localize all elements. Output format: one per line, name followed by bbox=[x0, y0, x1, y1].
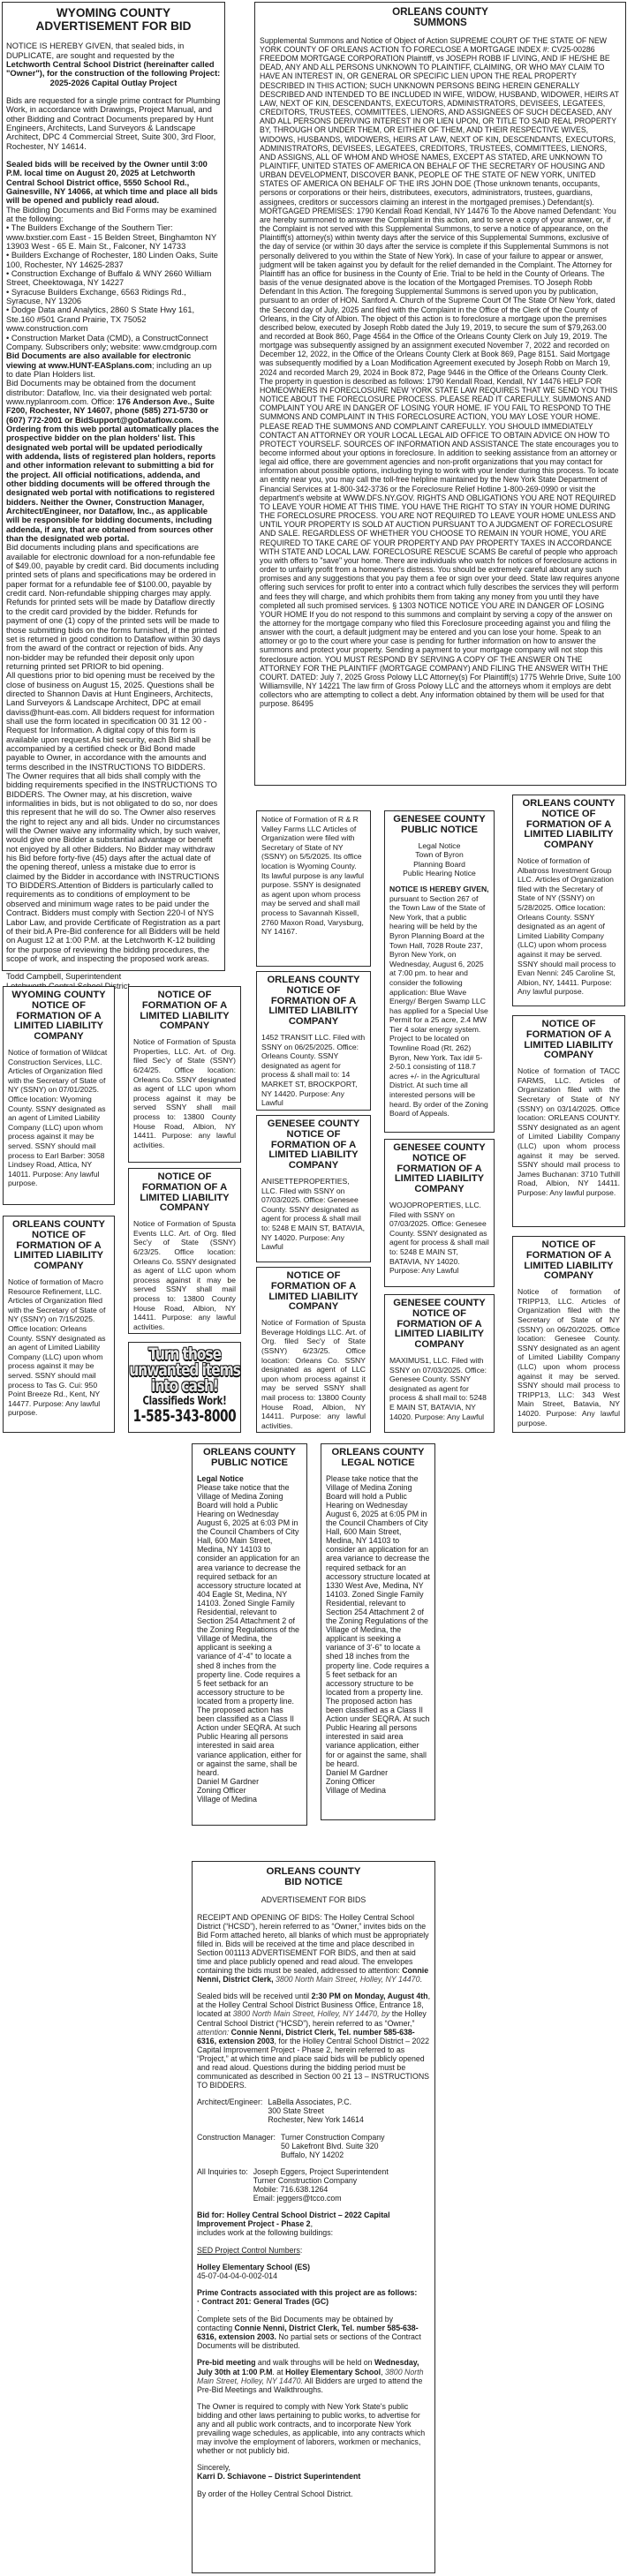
paragraph: Notice of formation of TACC FARMS, LLC. Articles of Organization filed with the Secretary of State of NY (SSNY) on 03/14/2025. Office location: ORLEANS COUNTY. SSNY designated as an agent of Limited Liability Company (LLC) upon whom process against it may be served. SSNY should mail process to James Buchanan: 3710 Tuthill Road, Albion, NY 14411. Purpose: Any lawful purpose. bbox=[517, 1066, 620, 1197]
contact-line: Joseph Eggers, Project Superintendent bbox=[253, 2166, 389, 2176]
orleans-county-llc-notice-albatross bbox=[512, 795, 625, 1006]
notice-section bbox=[517, 1287, 620, 1427]
notice-title-line: FORMATION OF A bbox=[270, 995, 357, 1006]
genesee-county-llc-notice-maximus bbox=[384, 1294, 495, 1433]
notice-title bbox=[389, 815, 489, 836]
notice-section bbox=[197, 2098, 430, 2124]
notice-title-line: FORMATION OF A bbox=[525, 818, 612, 830]
notice-section bbox=[197, 2211, 430, 2237]
paragraph: • Dodge Data and Analytics, 2860 S State Hwy 161, Ste.160 #501 Grand Prairie, TX 75052 www.construction.com bbox=[6, 305, 195, 334]
notice-title-line: NOTICE OF bbox=[541, 1019, 596, 1029]
text-run: Town of Byron bbox=[415, 850, 464, 860]
text-run: 3800 North Main Street, Holley, NY 14470, by bbox=[232, 2009, 390, 2019]
notice-title-line: LIMITED LIABILITY bbox=[140, 1192, 230, 1203]
contact-lines bbox=[262, 2098, 430, 2124]
text-run: · Contract 201: General Trades (GC) bbox=[197, 2296, 329, 2306]
text-run: Legal Notice bbox=[418, 840, 461, 850]
text-run: pursuant to Section 267 of the Town Law of the State of New York, that a public hearing will be held by the Byron Planning Board at the Town Hall, 7028 Route 237, Byron New York, on Wednesday, August 6, 2025 at 7:00 pm. to hear and consider the following application: Blue Wave Energy/ Bergen Swamp LLC has applied for a Special Use Permit for a 25 acre, 2.4 MW Tier 4 solar energy system. Project to be located on Townline Road (Rt. 262) Byron, New York. Tax id# 5-2-50.1 consisting of 118.7 acres +/- in the Agricultural District. At such time all interested persons will be heard. By order of the Zoning Board of Appeals. bbox=[389, 893, 488, 1119]
notice-title-line: COMPANY bbox=[288, 1301, 339, 1313]
paragraph: Zoning Officer bbox=[197, 1785, 246, 1795]
contact-label: All Inquiries to: bbox=[197, 2166, 248, 2176]
text-run: Pre-bid meeting bbox=[197, 2358, 256, 2368]
notice-title bbox=[326, 1448, 430, 1469]
paragraph bbox=[197, 2288, 430, 2297]
notice-title-line: LIMITED LIABILITY bbox=[524, 829, 614, 840]
notice-section bbox=[261, 1318, 366, 1430]
notice-title-line: ORLEANS COUNTY bbox=[11, 1219, 106, 1230]
notice-title-line: LIMITED LIABILITY bbox=[268, 1149, 359, 1161]
paragraph bbox=[197, 2211, 430, 2228]
paragraph: · bbox=[197, 2305, 200, 2315]
notice-title bbox=[389, 1143, 489, 1195]
contact-entry bbox=[197, 2167, 430, 2203]
notice-title-line: NOTICE OF bbox=[286, 984, 341, 996]
paragraph: Village of Medina bbox=[326, 1785, 386, 1795]
text-run: NOTICE IS HEREBY GIVEN, that sealed bids, in DUPLICATE, are sought and requested by the bbox=[6, 41, 185, 60]
notice-title-line: PUBLIC NOTICE bbox=[210, 1457, 288, 1468]
notice-title-line: WYOMING COUNTY bbox=[11, 990, 106, 1000]
notice-title-line: COMPANY bbox=[543, 840, 594, 851]
notice-title-line: COMPANY bbox=[34, 1261, 84, 1272]
notice-title-line: NOTICE OF bbox=[157, 1171, 212, 1182]
notice-title-line: FORMATION OF A bbox=[525, 1249, 612, 1261]
notice-title-line: COMPANY bbox=[159, 1202, 210, 1214]
notice-title-line: NOTICE OF bbox=[412, 1307, 466, 1319]
paragraph: Bids are requested for a single prime contract for Plumbing Work, in accordance with Drawings, Project Manual, and other Bidding and Contract Documents prepared by Hunt Engineers, Architects, Land Surveyors & Landscape Architect, DPC 4 Commercial Street, Suite 300, 3rd Floor, Rochester, NY 14614. bbox=[6, 95, 221, 151]
notice-title-line: FORMATION OF A bbox=[397, 1163, 482, 1174]
classifieds-advertisement bbox=[128, 1342, 241, 1433]
notice-title-line: SUMMONS bbox=[413, 17, 467, 29]
paragraph bbox=[197, 2472, 430, 2481]
text-run: Holley Elementary School (ES) bbox=[197, 2262, 311, 2271]
text-run: and walk throughs will be held on bbox=[255, 2358, 374, 2368]
paragraph: ANISETTEPROPERTIES, LLC. Filed with SSNY on 07/03/2025. Office: Genesee County. SSNY designated as agent for process & shall mail to: 5248 E MAIN ST, BATAVIA, NY 14020. Purpose: Any Lawful bbox=[261, 1176, 366, 1252]
notice-title-line: NOTICE OF bbox=[541, 1239, 596, 1250]
paragraph: Notice of formation of TRIPP13, LLC. Articles of Organization filed with the Secretary of State of NY (SSNY) on 06/20/2025. Office location: Genesee County. SSNY designated as an agent of Limited Liability Company (LLC) upon whom process against it may be served. SSNY should mail process to TRIPP13, LLC: 343 West Main Street, Batavia, NY 14020. Purpose: Any lawful purpose. bbox=[517, 1287, 620, 1427]
text-run: Complete sets of the Bid Documents may be obtained by contacting bbox=[197, 2315, 393, 2333]
paragraph: Todd Campbell, Superintendent bbox=[6, 972, 122, 982]
orleans-county-public-notice bbox=[192, 1443, 307, 1826]
text-run: SED Project Control Numbers bbox=[197, 2245, 300, 2255]
paragraph: 45-07-04-04-0-002-014 bbox=[197, 2271, 277, 2280]
text-run: . bbox=[419, 1975, 422, 1985]
ad-tagline: Classifieds Work! bbox=[142, 1395, 227, 1408]
paragraph: • The Builders Exchange of the Southern Tier: www.bxstier.com East - 15 Belden Street, Binghamton NY 13903 West - 65 E. Main St., Falconer, NY 14733 bbox=[6, 223, 217, 252]
text-run: . at bbox=[272, 2367, 286, 2376]
contact-lines bbox=[276, 2133, 430, 2159]
notice-title-line: NOTICE OF bbox=[32, 1229, 86, 1240]
contact-line: 50 Lakefront Blvd. Suite 320 bbox=[281, 2141, 379, 2150]
text-run: 3800 North Main Street, Holley, NY 14470 bbox=[273, 1975, 420, 1985]
text-run: 176 Anderson Ave., Suite F200, Rochester, NY 14607, phone (585) 271-5730 or (607) 772-2001 or BidSupport@goDataflow.com. Ordering from this web portal automatically places the prospective bidder on the plan holders' list. This designated web portal will be updated periodically with addenda, lists of registered plan holders, reports and other information relevant to submitting a bid for the project. All official notifications, addenda, and other bidding documents will be offered through the designated web portal with notifications to registered bidders. Neither the Owner, Construction Manager, Architect/Engineer, nor Dataflow, Inc., as applicable will be responsible for bidding documents, including addenda, if any, that are obtained from sources other than the designated web portal. bbox=[6, 396, 219, 544]
paragraph bbox=[197, 2358, 430, 2393]
notice-title bbox=[261, 975, 366, 1028]
paragraph: Notice of formation of Macro Resource Refinement, LLC. Articles of Organization filed with the Secretary of State of NY (SSNY) on 7/15/2025. Office location: Orleans County. SSNY designated as an agent of Limited Liability Company (LLC) upon whom process against it may be served. SSNY should mail process to Tas G. Cui: 950 Point Breeze Rd., Kent, NY 14477. Purpose: Any lawful purpose. bbox=[8, 1277, 106, 1418]
notice-title-line: FORMATION OF A bbox=[270, 1280, 357, 1292]
notice-title-line: ADVERTISEMENT FOR BID bbox=[35, 19, 192, 33]
llc-notice-spusta-events bbox=[128, 1168, 241, 1334]
paragraph: Village of Medina bbox=[197, 1794, 257, 1804]
notice-title-line: COMPANY bbox=[34, 1031, 84, 1043]
notice-section bbox=[8, 1048, 110, 1188]
notice-section bbox=[197, 2288, 430, 2351]
ad-headline-line: unwanted items bbox=[129, 1360, 240, 1380]
paragraph: Refunds for printed sets will be made by Dataflow directly to the credit card provided by the bidder. Refunds for payment of one (1) copy of the printed sets will be made to those submitting bids on the forms furnished, if the printed set is returned in good condition to Dataflow within 30 days from the award of the contract or rejection of bids. Any non-bidder may be refunded their deposit only upon returning printed set PRIOR to bid opening. bbox=[6, 598, 221, 671]
text-run: ADVERTISEMENT FOR BIDS bbox=[261, 1895, 366, 1905]
paragraph: • Construction Market Data (CMD), a ConstructConnect Company. Subscribers only; website: www.cmdgroup.com bbox=[6, 333, 217, 351]
contact-line: Turner Construction Company bbox=[253, 2175, 358, 2185]
text-run: No partial sets or sections of the Contract Documents will be distributed. bbox=[197, 2332, 421, 2351]
text-run: Holley Elementary School bbox=[285, 2367, 381, 2376]
contact-line: LaBella Associates, P.C. bbox=[268, 2098, 352, 2107]
notice-title-line: NOTICE OF bbox=[32, 999, 86, 1011]
notice-title-line: ORLEANS COUNTY bbox=[331, 1447, 425, 1457]
notice-title-line: FORMATION OF A bbox=[16, 1239, 102, 1251]
notice-title-line: NOTICE OF bbox=[286, 1270, 341, 1281]
notice-title bbox=[8, 1220, 110, 1272]
paragraph: includes work at the following buildings: bbox=[197, 2228, 334, 2238]
paragraph: • Syracuse Builders Exchange, 6563 Ridings Rd., Syracuse, NY 13206 bbox=[6, 287, 186, 306]
notice-section bbox=[133, 1037, 236, 1149]
paragraph: The Bidding Documents and Bid Forms may be examined at the following: bbox=[6, 205, 217, 224]
paragraph: Notice of formation of Wildcat Construction Services, LLC. Articles of Organization filed with the Secretary of State of NY (SSNY) on 07/01/2025. Office location: Wyoming County. SSNY designated as an agent of Limited Liability Company (LLC) upon whom process against it may be served. SSNY should mail process to Earl Barber: 3058 Lindsey Road, Attica, NY 14011. Purpose: Any lawful purpose. bbox=[8, 1047, 108, 1188]
text-run: Sealed bids will be received by the Owner until 3:00 P.M. local time on August 20, 2025 at Letchworth Central School District office, 5550 School Rd., Gainesville, NY 14066, at which time and place all bids will be opened and publicly read aloud. bbox=[6, 159, 218, 206]
notice-title-line: NOTICE OF bbox=[286, 1128, 341, 1140]
contact-entry bbox=[197, 2133, 430, 2159]
paragraph: District bbox=[104, 981, 131, 990]
text-run: Legal Notice bbox=[197, 1473, 244, 1483]
notice-title bbox=[133, 990, 236, 1032]
paragraph: Notice of Formation of Spusta Events LLC. Art. of Org. filed Sec'y of State (SSNY) 6/23/25. Office location: Orleans Co. SSNY designated as agent of LLC upon whom process against it may be served SSNY shall mail process to: 13800 County House Road, Albion, NY 14411. Purpose: any lawful activities. bbox=[133, 1219, 236, 1331]
centered-line bbox=[197, 1895, 430, 1904]
text-run: Connie Nenni, District Clerk, Tel. number 585-638-6316, extension 2003. bbox=[197, 2324, 419, 2342]
text-run: Karri D. Schiavone – District Superintendent bbox=[197, 2472, 361, 2482]
notice-title-line: LIMITED LIABILITY bbox=[394, 1329, 485, 1340]
notice-title-line: ORLEANS COUNTY bbox=[522, 798, 616, 809]
notice-title bbox=[6, 7, 221, 33]
orleans-county-llc-notice-macro bbox=[3, 1216, 115, 1433]
notice-title bbox=[261, 1271, 366, 1313]
paragraph: Notice of formation of Albatross Investment Group LLC. Articles of Organization filed with the Secretary of State of NY (SSNY) on 5/28/2025. Office location: Orleans County. SSNY designated as an agent of Limited Liability Company (LLC) upon whom process against it may be served. SSNY should mail process to Evan Nenni: 245 Caroline St, Albion, NY, 14411. Purpose: Any lawful purpose. bbox=[517, 855, 616, 997]
text-run: Connie Nenni, District Clerk, bbox=[197, 1966, 429, 1985]
paragraph bbox=[389, 885, 489, 1119]
contact-line: Buffalo, NY 14202 bbox=[281, 2150, 344, 2159]
notice-title-line: FORMATION OF A bbox=[16, 1010, 102, 1021]
paragraph: 1452 TRANSIT LLC. Filed with SSNY on 06/25/2025. Office: Orleans County. SSNY designated as agent for process & shall mail to: 14 MARKET ST, BROCKPORT, NY 14420. Purpose: Any Lawful bbox=[261, 1032, 366, 1108]
orleans-county-summons bbox=[254, 2, 626, 786]
notice-title-line: GENESEE COUNTY bbox=[267, 1119, 360, 1129]
contact-line: Rochester, New York 14614 bbox=[268, 2115, 364, 2125]
notice-title bbox=[261, 1119, 366, 1171]
notice-section bbox=[197, 2402, 430, 2456]
text-run: attention: bbox=[197, 2027, 230, 2037]
notice-title-line: ORLEANS COUNTY bbox=[202, 1447, 297, 1457]
paragraph: WOJOPROPERTIES, LLC. Filed with SSNY on 07/03/2025. Office: Genesee County. SSNY designated as agent for process & shall mail to: 5248 E MAIN ST, BATAVIA, NY 14020. Purpose: Any Lawful bbox=[389, 1200, 489, 1276]
paragraph bbox=[6, 160, 221, 206]
notice-section bbox=[261, 1177, 366, 1252]
notice-title bbox=[8, 990, 110, 1043]
notice-title bbox=[517, 1240, 620, 1282]
paragraph bbox=[6, 351, 221, 379]
notice-title-line: FORMATION OF A bbox=[270, 1139, 357, 1150]
notice-title-line: GENESEE COUNTY bbox=[393, 1142, 486, 1153]
paragraph bbox=[197, 2315, 430, 2350]
llc-notice-spusta-beverage bbox=[256, 1267, 371, 1433]
notice-title-line: COMPANY bbox=[414, 1339, 465, 1351]
paragraph: Sincerely, bbox=[197, 2463, 230, 2473]
paragraph: All questions prior to bid opening must be received by the close of business on August 15, 2025. Questions shall be directed to Shannon Davis at Hunt Engineers, Architects, Land Surveyors & Landscape Architect, DPC at email daviss@hunt-eas.com. All bidders request for information shall use the form located in specification 00 31 12 00 - Request for Information. A digital copy of this form is available upon request.As bid security, each Bid shall be accompanied by a certified check or Bid Bond made payable to Owner, in accordance with the amounts and terms described in the INSTRUCTIONS TO BIDDERS. The Owner requires that all bids shall comply with the bidding requirements specified in the INSTRUCTIONS TO BIDDERS. The Owner may, at his discretion, waive informalities in bids, but is not obligated to do so, nor does this represent that he will do so. The Owner also reserves the right to reject any and all bids. Under no circumstances will the Owner waive any informality which, by such waiver, would give one Bidder a substantial advantage or benefit not enjoyed by all other Bidders. No Bidder may withdraw his Bid before forty-five (45) days after the actual date of the opening thereof, unless a mistake due to error is claimed by the Bidder in accordance with INSTRUCTIONS TO BIDDERS.Attention of Bidders is particularly called to requirements as to conditions of employment to be observed and minimum wage rates to be paid under the Contract. Bidders must comply with Section 220-I of NYS Labor Law, and provide Certificate of Registration as a part of their bid.A Pre-Bid conference for all Bidders will be held on August 12 at 1:00 P.M. at the Letchworth K-12 building for the purpose of reviewing the bidding procedures, the scope of work, and inspecting the proposed work areas. bbox=[6, 671, 221, 963]
notice-section bbox=[197, 2246, 430, 2255]
notice-section bbox=[8, 1277, 110, 1418]
notice-title-line: GENESEE COUNTY bbox=[393, 1298, 486, 1308]
notice-title-line: COMPANY bbox=[288, 1016, 339, 1028]
ad-headline-line: Turn those bbox=[148, 1344, 221, 1364]
text-run: 3800 North Main Street, Holley, NY 14470. bbox=[197, 2367, 424, 2385]
paragraph bbox=[197, 2297, 430, 2306]
notice-title-line: LIMITED LIABILITY bbox=[524, 1039, 614, 1051]
paragraph: Daniel M Gardner bbox=[197, 1776, 260, 1786]
paragraph: Zoning Officer bbox=[326, 1776, 375, 1786]
text-run: Public Hearing Notice bbox=[403, 869, 476, 878]
contact-label: Construction Manager: bbox=[197, 2132, 276, 2142]
paragraph: Notice of Formation of R & R Valley Farms LLC Articles of Organization were filed with Secretary of State of NY (SSNY) on 5/5/2025. Its office location is Wyoming County. Its lawful purpose is any lawful purpose. SSNY is designated as agent upon whom process may be served and shall mail process to Savannah Kissell, 2760 Maxon Road, Varysburg, NY 14167. bbox=[261, 815, 365, 937]
text-run: Prime Contracts associated with this project are as follows: bbox=[197, 2287, 418, 2297]
notice-title-line: FORMATION OF A bbox=[525, 1028, 612, 1040]
llc-notice-rr-valley-farms bbox=[256, 810, 371, 967]
centered-line bbox=[389, 841, 489, 851]
notice-section bbox=[197, 2358, 430, 2393]
contact-line: Email: jeggers@tcco.com bbox=[253, 2194, 342, 2203]
paragraph: By order of the Holley Central School District. bbox=[197, 2489, 353, 2498]
notice-title bbox=[197, 1866, 430, 1887]
orleans-county-bid-notice bbox=[192, 1861, 435, 2573]
centered-line bbox=[389, 860, 489, 870]
text-run: Letchworth Central School District (hereinafter called "Owner"), for the construction of the following Project: bbox=[6, 59, 221, 79]
llc-notice-tripp13 bbox=[512, 1236, 625, 1433]
contact-entry bbox=[197, 2098, 430, 2124]
notice-title-line: COMPANY bbox=[543, 1270, 594, 1282]
notice-section bbox=[389, 1356, 489, 1421]
notice-title-line: FORMATION OF A bbox=[141, 999, 228, 1011]
notice-section bbox=[197, 2263, 430, 2280]
paragraph: Please take notice that the Village of Medina Zoning Board will hold a Public Hearing on Wednesday August 6, 2025 at 6:05 PM in the Council Chambers of City Hall, 600 Main Street, Medina, NY 14103 to consider an application for an area variance to decrease the required setback for an accessory structure located at 1330 West Ave, Medina, NY 14103. Zoned Single Family Residential, relevant to Section 254 Attachment 2 of the Zoning Regulations of the Village of Medina, the applicant is seeking a variance of 3'-6" to locate a shed 18 inches from the property line. Code requires a 5 feet setback for an accessory structure to be located from a property line. The proposed action has been classified as a Class II Action under SEQRA. At such Public Hearing all persons interested in said area variance application, either for or against the same, shall be heard. bbox=[326, 1473, 430, 1768]
text-run: Sealed bids will be received until bbox=[197, 1992, 312, 2001]
notice-title-line: ORLEANS COUNTY bbox=[267, 975, 360, 985]
notice-section bbox=[260, 36, 621, 709]
notice-title-line: LEGAL NOTICE bbox=[341, 1457, 415, 1468]
genesee-county-llc-notice-anisette bbox=[256, 1115, 371, 1262]
text-run: , bbox=[310, 2219, 314, 2229]
text-run: Bid Documents may be obtained from the document distributor: Dataflow, Inc. via their designated web portal: www.nyplanroom.com. Office: bbox=[6, 379, 213, 406]
paragraph: MAXIMUS1, LLC. Filed with SSNY on 07/03/2025. Office: Genesee County. SSNY designated as agent for process & shall mail to: 5248 E MAIN ST, BATAVIA, NY 14020. Purpose: Any Lawful bbox=[389, 1355, 487, 1421]
notice-section bbox=[326, 1474, 430, 1795]
notice-title-line: ORLEANS COUNTY bbox=[392, 6, 488, 18]
notice-title-line: NOTICE OF bbox=[157, 990, 212, 1000]
notice-title-line: NOTICE OF bbox=[412, 1152, 466, 1164]
paragraph: Daniel M Gardner bbox=[326, 1767, 389, 1777]
notice-section bbox=[197, 1992, 430, 2090]
notice-title-line: FORMATION OF A bbox=[397, 1318, 482, 1329]
genesee-county-public-notice-byron bbox=[384, 810, 495, 1133]
notice-section bbox=[517, 856, 620, 997]
notice-section bbox=[389, 841, 489, 878]
paragraph bbox=[197, 1474, 302, 1483]
paragraph: Please take notice that the Village of Medina Zoning Board will hold a Public Hearing on Wednesday August 6, 2025 at 6:03 PM in the Council Chambers of City Hall, 600 Main Street, Medina, NY 14103 to consider an application for an area variance to decrease the required setback for an accessory structure located at 404 Eagle St, Medina, NY 14103. Zoned Single Family Residential, relevant to Section 254 Attachment 2 of the Zoning Regulations of the Village of Medina, the applicant is seeking a variance of 4'-4" to locate a shed 8 inches from the property line. Code requires a 5 feet setback for an accessory structure to be located from a property line. The proposed action has been classified as a Class II Action under SEQRA. At such Public Hearing all persons interested in said area variance application, either for or against the same, shall be heard. bbox=[197, 1482, 302, 1777]
contact-line: Turner Construction Company bbox=[281, 2132, 385, 2142]
text-run: Connie Nenni, District Clerk, Tel. number 585-638-6316, extension 2003 bbox=[197, 2027, 415, 2045]
notice-title-line: LIMITED LIABILITY bbox=[13, 1250, 104, 1262]
paragraph: Notice of Formation of Spusta Beverage Holdings LLC. Art. of Org. filed Sec'y of State (SSNY) 6/23/25. Office location: Orleans Co. SSNY designated as agent of LLC upon whom process against it may be served SSNY shall mail process to: 13800 County House Road, Albion, NY 14411. Purpose: any lawful activities. bbox=[261, 1318, 366, 1430]
genesee-county-llc-notice-wojo bbox=[384, 1139, 495, 1287]
notice-section bbox=[261, 815, 366, 937]
notice-section bbox=[197, 1913, 430, 1985]
notice-section bbox=[6, 41, 221, 87]
notice-section bbox=[517, 1066, 620, 1197]
ad-headline-line: into cash! bbox=[151, 1376, 218, 1396]
notice-title-line: COMPANY bbox=[414, 1184, 465, 1195]
text-run: Wednesday, July 30th at 1:00 P.M bbox=[197, 2358, 419, 2376]
notice-title-line: COMPANY bbox=[543, 1050, 594, 1061]
text-run: , for the Holley Central School District – 2022 Capital Improvement Project - Phase 2, herein referred to as “Project,” at which time and place said bids will be publicly opened and read aloud. Questions during the bidding period must be communicated as described in Section 00 21 13 – INSTRUCTIONS TO BIDDERS. bbox=[197, 2036, 430, 2090]
paragraph: • Builders Exchange of Rochester, 180 Linden Oaks, Suite 100, Rochester, NY 14625-2837 bbox=[6, 251, 218, 269]
text-run: 2025-2026 Capital Outlay Project bbox=[49, 78, 178, 87]
text-run: Planning Board bbox=[413, 859, 465, 869]
notice-section bbox=[197, 2463, 430, 2481]
orleans-county-llc-notice-1452-transit bbox=[256, 971, 371, 1111]
paragraph: Supplemental Summons and Notice of Object of Action SUPREME COURT OF THE STATE OF NEW YORK COUNTY OF ORLEANS ACTION TO FORECLOSE A MORTGAGE INDEX #: CV25-00286 FREEDOM MORTGAGE CORPORATION Plaintiff, vs JOSEPH ROBB IF LIVING, AND IF HE/SHE BE DEAD, ANY AND ALL PERSONS UNKNOWN TO PLAINTIFF, CLAIMING, OR WHO MAY CLAIM TO HAVE AN INTEREST IN, OR GENERAL OR SPECIFIC LIEN UPON THE REAL PROPERTY DESCRIBED IN THIS ACTION; SUCH UNKNOWN PERSONS BEING HEREIN GENERALLY DESCRIBED AND INTENDED TO BE INCLUDED IN WIFE, WIDOW, HUSBAND, WIDOWER, HEIRS AT LAW, NEXT OF KIN, DESCENDANTS, EXECUTORS, ADMINISTRATORS, DEVISEES, LEGATEES, CREDITORS, TRUSTEES, COMMITTEES, LIENORS, AND ASSIGNEES OF SUCH DECEASED, ANY AND ALL PERSONS DERIVING INTEREST IN OR LIEN UPON, OR TITLE TO SAID REAL PROPERTY BY, THROUGH OR UNDER THEM, OR EITHER OF THEM, AND THEIR RESPECTIVE WIVES, WIDOWS, HUSBANDS, WIDOWERS, HEIRS AT LAW, NEXT OF KIN, DESCENDANTS, EXECUTORS, ADMINISTRATORS, DEVISEES, LEGATEES, CREDITORS, TRUSTEES, COMMITTEES, LIENORS, AND ASSIGNS, ALL OF WHOM AND WHOSE NAMES, EXCEPT AS STATED, ARE UNKNOWN TO PLAINTIFF, UNITED STATES OF AMERICA ON BEHALF OF THE SECRETARY OF HOUSING AND URBAN DEVELOPMENT, DISCOVER BANK, PEOPLE OF THE STATE OF NEW YORK, UNITED STATES OF AMERICA ON BEHALF OF THE IRS JOHN DOE (Those unknown tenants, occupants, persons or corporations or their heirs, distributees, executors, administrators, trustees, guardians, assignees, creditors or successors claiming an interest in the mortgaged premises.) Defendant(s). MORTGAGED PREMISES: 1790 Kendall Road Kendall, NY 14476 To the Above named Defendant: You are hereby summoned to answer the Complaint in this action, and to serve a copy of your answer, or, if the Complaint is not served with this Supplemental Summons, to serve a notice of appearance, on the Plaintiff(s) attorney(s) within twenty days after the service of this Supplemental Summons, exclusive of the day of service (or within 30 days after the service is complete if this Supplemental Summons is not personally delivered to you within the State of New York). In case of your failure to appear or answer, judgment will be taken against you by default for the relief demanded in the Complaint. The Attorney for Plaintiff has an office for business in the County of Erie. Trial to be held in the County of Orleans. The basis of the venue designated above is the location of the Mortgaged Premises. TO Joseph Robb Defendant In this Action. The foregoing Supplemental Summons is served upon you by publication, pursuant to an order of HON. Sanford A. Church of the Supreme Court Of The State Of New York, dated the Second day of July, 2025 and filed with the Complaint in the Office of the Clerk of the County of Orleans, in the City of Albion. The object of this action is to foreclosure a mortgage upon the premises described below, executed by Joseph Robb dated the July 19, 2019, to secure the sum of $79,263.00 and recorded at Book 860, Page 4564 in the Office of the Orleans County Clerk on July 19, 2019. The mortgage was subsequently assigned by an assignment executed November 7, 2022 and recorded on December 12, 2022, in the Office of the Orleans County Clerk at Book 869, Page 8151. Said Mortgage was subsequently modified by a Loan Modification Agreement executed by Joseph Robb on March 19, 2024 and recorded March 29, 2024 in Book 872, Page 9446 in the Office of the Orleans County Clerk. The property in question is described as follows: 1790 Kendall Road, Kendall, NY 14476 HELP FOR HOMEOWNERS IN FORECLOSURE NEW YORK STATE LAW REQUIRES THAT WE SEND YOU THIS NOTICE ABOUT THE FORECLOSURE PROCESS. PLEASE READ IT CAREFULLY. SUMMONS AND COMPLAINT YOU ARE IN DANGER OF LOSING YOUR HOME. IF YOU FAIL TO RESPOND TO THE SUMMONS AND COMPLAINT IN THIS FORECLOSURE ACTION, YOU MAY LOSE YOUR HOME. PLEASE READ THE SUMMONS AND COMPLAINT CAREFULLY. YOU SHOULD IMMEDIATELY CONTACT AN ATTORNEY OR YOUR LOCAL LEGAL AID OFFICE TO OBTAIN ADVICE ON HOW TO PROTECT YOURSELF. SOURCES OF INFORMATION AND ASSISTANCE The state encourages you to become informed about your options in foreclosure. In addition to seeking assistance from an attorney or legal aid office, there are government agencies and non-profit organizations that you may contact for information about possible options, including trying to work with your lender during this process. To locate an entity near you, you may call the toll-free helpline maintained by the New York State Department of Financial Services at 1-800-342-3736 or the Foreclosure Relief Hotline 1-800-269-0990 or visit the department's website at WWW.DFS.NY.GOV. RIGHTS AND OBLIGATIONS YOU ARE NOT REQUIRED TO LEAVE YOUR HOME AT THIS TIME. YOU HAVE THE RIGHT TO STAY IN YOUR HOME DURING THE FORECLOSURE PROCESS. YOU ARE NOT REQUIRED TO LEAVE YOUR HOME UNLESS AND UNTIL YOUR PROPERTY IS SOLD AT AUCTION PURSUANT TO A JUDGMENT OF FORECLOSURE AND SALE. REGARDLESS OF WHETHER YOU CHOOSE TO REMAIN IN YOUR HOME, YOU ARE REQUIRED TO TAKE CARE OF YOUR PROPERTY AND PAY PROPERTY TAXES IN ACCORDANCE WITH STATE AND LOCAL LAW. FORECLOSURE RESCUE SCAMS Be careful of people who approach you with offers to "save" your home. There are individuals who watch for notices of foreclosure actions in order to unfairly profit from a homeowner's distress. You should be extremely careful about any such promises and any suggestions that you pay them a fee or sign over your deed. State law requires anyone offering such services for profit to enter into a contract which fully describes the services they will perform and fees they will charge, and which prohibits them from taking any money from you until they have completed all such promised services. § 1303 NOTICE NOTICE YOU ARE IN DANGER OF LOSING YOUR HOME If you do not respond to this summons and complaint by serving a copy of the answer on the attorney for the mortgage company who filed this Foreclosure proceeding against you and filing the answer with the court, a default judgment may be entered and you can lose your home. Speak to an attorney or go to the court where your case is pending for further information on how to answer the summons and protect your property. Sending a payment to your mortgage company will not stop this foreclosure action. YOU MUST RESPOND BY SERVING A COPY OF THE ANSWER ON THE ATTORNEY FOR THE PLAINTIFF (MORTGAGE COMPANY) AND FILING THE ANSWER WITH THE COURT. DATED: July 7, 2025 Gross Polowy LLC Attorney(s) For Plaintiff(s) 1775 Wehrle Drive, Suite 100 Williamsville, NY 14221 The law firm of Gross Polowy LLC and the attorneys whom it employs are debt collectors who are attempting to collect a debt. Any information obtained by them will be used for that purpose. 86495 bbox=[260, 35, 621, 709]
notice-section bbox=[6, 96, 221, 151]
text-run: NOTICE IS HEREBY GIVEN, bbox=[389, 884, 489, 893]
text-run: Bid Documents are also available for electronic viewing at www.HUNT-EASplans.com bbox=[6, 351, 192, 370]
llc-notice-spusta-properties bbox=[128, 986, 241, 1163]
notice-title-line: FORMATION OF A bbox=[141, 1181, 228, 1193]
notice-title-line: LIMITED LIABILITY bbox=[140, 1010, 230, 1021]
paragraph bbox=[197, 2263, 430, 2271]
paragraph bbox=[197, 2246, 430, 2255]
notice-section bbox=[197, 1474, 302, 1804]
notice-title-line: COMPANY bbox=[288, 1160, 339, 1171]
paragraph: • Construction Exchange of Buffalo & WNY 2660 William Street, Cheektowaga, NY 14227 bbox=[6, 269, 212, 288]
text-run: All Bidders are urged to attend the Pre-Bid Meetings and Walkthroughs. bbox=[197, 2376, 423, 2394]
notice-section bbox=[389, 885, 489, 1119]
notice-title-line: COMPANY bbox=[159, 1021, 210, 1032]
notice-title bbox=[517, 799, 620, 851]
llc-notice-tacc-farms bbox=[512, 1015, 625, 1227]
notice-section bbox=[133, 1219, 236, 1331]
paragraph: Bid documents including plans and specifications are available for electronic download for a non-refundable fee of $49.00, payable by credit card. Bid documents including printed sets of plans and specifications may be ordered in paper format for a refundable fee of $100.00, payable by credit card. Non-refundable shipping charges may apply. bbox=[6, 543, 219, 599]
centered-line bbox=[389, 869, 489, 878]
notice-title bbox=[197, 1448, 302, 1469]
text-run: : bbox=[299, 2245, 303, 2255]
notice-title-line: ORLEANS COUNTY bbox=[266, 1866, 361, 1877]
text-run: RECEIPT AND OPENING OF BIDS: The Holley Central School District (“HCSD”), herein referred to as “Owner,” invites bids on the Bid Form attached hereto, all blanks of which must be appropriately filled in. Bids will be received at the time and place described in Section 001113 ADVERTISEMENT FOR BIDS, and then at said time and place publicly opened and read aloud. The envelopes containing the bids must be sealed, addressed to attention: bbox=[197, 1912, 429, 1976]
centered-line bbox=[6, 79, 221, 87]
notice-section bbox=[197, 2489, 430, 2498]
notice-title-line: NOTICE OF bbox=[541, 808, 596, 819]
text-run: Bid for: Holley Central School District – 2022 Capital Improvement Project - Phase 2 bbox=[197, 2211, 390, 2229]
centered-line bbox=[389, 850, 489, 860]
notice-title-line: GENESEE COUNTY bbox=[393, 814, 486, 825]
notice-section bbox=[197, 2167, 430, 2203]
notice-title-line: LIMITED LIABILITY bbox=[13, 1021, 104, 1032]
notice-title-line: BID NOTICE bbox=[284, 1877, 343, 1888]
notice-title bbox=[260, 7, 621, 29]
wyoming-county-llc-notice-wildcat bbox=[3, 986, 115, 1205]
paragraph bbox=[6, 41, 221, 78]
notice-section bbox=[261, 1033, 366, 1108]
paragraph: The Owner is required to comply with New York State's public bidding and other laws pertaining to public works, to advertise for any and all public work contracts, and to incorporate New York prevailing wage schedules, as applicable, into any contracts which may involve the employment of laborers, workmen or mechanics, whether or not publicly bid. bbox=[197, 2401, 426, 2456]
wyoming-county-advertisement-for-bid bbox=[2, 2, 225, 990]
paragraph bbox=[197, 1913, 430, 1985]
orleans-county-legal-notice bbox=[321, 1443, 435, 1820]
notice-title-line: PUBLIC NOTICE bbox=[400, 824, 478, 835]
text-run: , bbox=[381, 2367, 386, 2376]
notice-title bbox=[133, 1172, 236, 1214]
contact-lines bbox=[248, 2167, 430, 2203]
text-run: the Holley Central School District (“HCSD”), herein referred to as “Owner,” bbox=[197, 2009, 427, 2028]
notice-section bbox=[197, 1895, 430, 1904]
text-run: , at the Holley Central School District Business Office, Entrance 18, located at bbox=[197, 1992, 431, 2019]
notice-section bbox=[197, 2133, 430, 2159]
paragraph bbox=[6, 379, 221, 543]
notice-title-line: WYOMING COUNTY bbox=[56, 6, 171, 19]
notice-title bbox=[389, 1299, 489, 1351]
notice-title-line: LIMITED LIABILITY bbox=[268, 1291, 359, 1302]
text-run: ; including an up to date Plan Holders list. bbox=[6, 360, 212, 379]
notice-title-line: LIMITED LIABILITY bbox=[394, 1173, 485, 1185]
notice-title bbox=[517, 1020, 620, 1061]
notice-section bbox=[6, 160, 221, 963]
paragraph: Notice of Formation of Spusta Properties, LLC. Art. of Org. filed Sec'y of State (SSNY) 6/24/25. Office location: Orleans Co. SSNY designated as agent of LLC upon whom process against it may be served SSNY shall mail process to: 13800 County House Road, Albion, NY 14411. Purpose: any lawful activities. bbox=[133, 1037, 236, 1149]
contact-line: 300 State Street bbox=[268, 2106, 324, 2116]
notice-title-line: LIMITED LIABILITY bbox=[524, 1260, 614, 1271]
notice-section bbox=[389, 1201, 489, 1276]
paragraph bbox=[197, 1992, 430, 2090]
text-run: 2:30 PM on Monday, August 4th bbox=[311, 1992, 428, 2001]
ad-phone-number: 1-585-343-8000 bbox=[132, 1406, 237, 1426]
notice-title-line: LIMITED LIABILITY bbox=[268, 1006, 359, 1017]
contact-label: Architect/Engineer: bbox=[197, 2098, 263, 2107]
contact-line: Mobile: 716.638.1264 bbox=[253, 2185, 329, 2195]
